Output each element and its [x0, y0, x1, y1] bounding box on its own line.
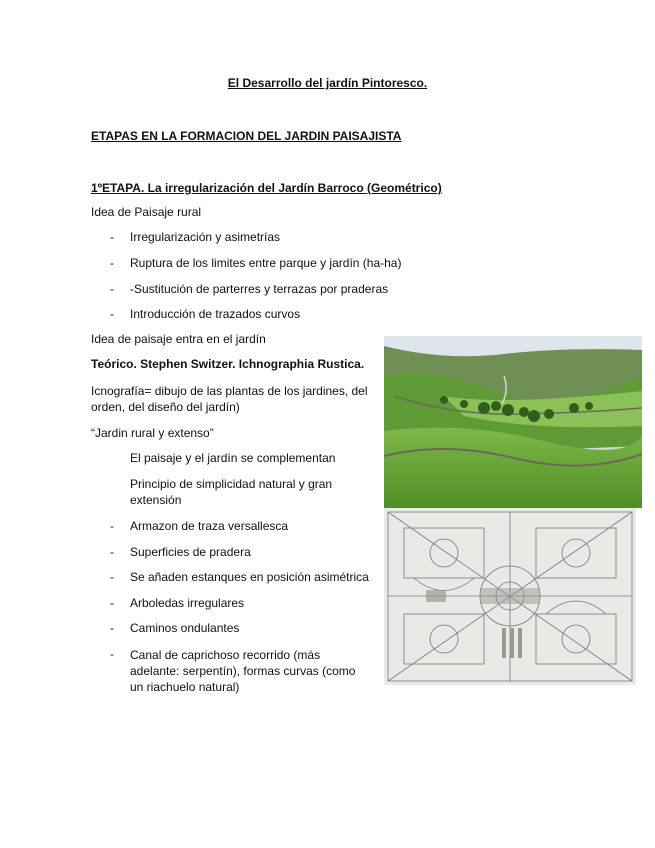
garden-plan-engraving	[384, 508, 636, 685]
heading-stages: ETAPAS EN LA FORMACION DEL JARDIN PAISAJISTA	[91, 129, 402, 143]
list-item: Caminos ondulantes	[130, 621, 240, 635]
bullet-dash: -	[110, 621, 114, 635]
landscape-photo	[384, 336, 642, 508]
bullet-dash: -	[110, 230, 114, 244]
list-item: Armazon de traza versallesca	[130, 519, 289, 533]
list-item: Superficies de pradera	[130, 545, 251, 559]
bullet-dash: -	[110, 647, 114, 661]
bullet-dash: -	[110, 570, 114, 584]
bullet-dash: -	[110, 282, 114, 296]
quote-text: “Jardin rural y extenso”	[91, 426, 214, 440]
list-item: Se añaden estanques en posición asimétrica	[130, 570, 369, 584]
list-item: -Sustitución de parterres y terrazas por praderas	[130, 282, 389, 296]
list-item: Irregularización y asimetrías	[130, 230, 281, 244]
bullet-dash: -	[110, 545, 114, 559]
iconografia-text: Icnografía= dibujo de las plantas de los jardines, del orden, del diseño del jardín)	[91, 384, 368, 414]
list-item: Ruptura de los limites entre parque y jardín (ha-ha)	[130, 256, 402, 270]
list-item: Canal de caprichoso recorrido (más adelante: serpentín), formas curvas (como un riachuelo natural)	[130, 648, 356, 694]
theoretical-line: Teórico. Stephen Switzer. Ichnographia Rustica.	[91, 357, 365, 371]
list-item: Arboledas irregulares	[130, 596, 245, 610]
idea-rural: Idea de Paisaje rural	[91, 205, 202, 219]
idea-enter: Idea de paisaje entra en el jardín	[91, 332, 266, 346]
bullet-dash: -	[110, 519, 114, 533]
indent-item: El paisaje y el jardín se complementan	[130, 451, 336, 465]
bullet-dash: -	[110, 307, 114, 321]
list-item: Introducción de trazados curvos	[130, 307, 301, 321]
bullet-dash: -	[110, 256, 114, 270]
heading-stage-1: 1ºETAPA. La irregularización del Jardín Barroco (Geométrico)	[91, 181, 442, 195]
indent-item: Principio de simplicidad natural y gran extensión	[130, 477, 333, 507]
document-title: El Desarrollo del jardín Pintoresco.	[227, 76, 428, 90]
bullet-dash: -	[110, 596, 114, 610]
